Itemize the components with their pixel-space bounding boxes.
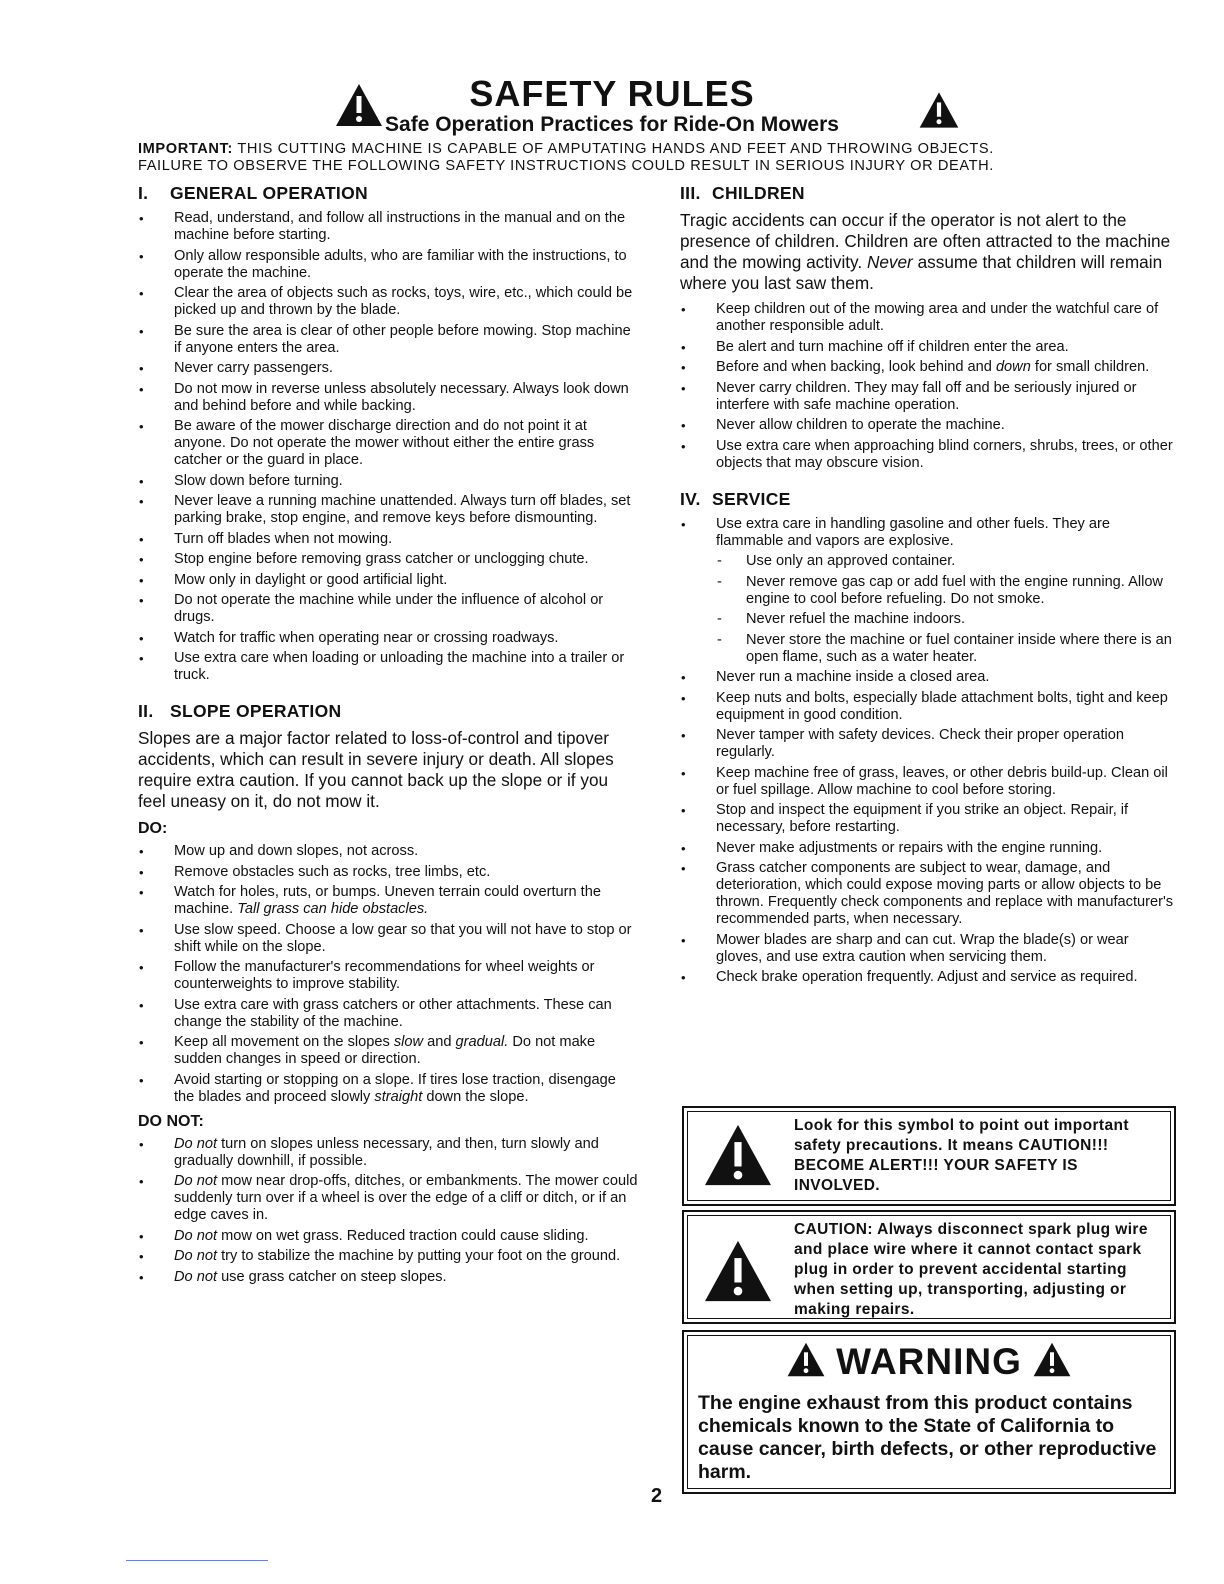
- item-text: Avoid starting or stopping on a slope. If tires lose traction, disengage the blades and proceed slowly: [174, 1071, 616, 1105]
- item-emphasis: Do not: [174, 1135, 217, 1152]
- list-item: • Remove obstacles such as rocks, tree limbs, etc.: [138, 864, 638, 881]
- warning-triangle-icon: [786, 1341, 826, 1388]
- section-slope-heading: [138, 700, 638, 722]
- item-text: down the slope.: [426, 1088, 529, 1105]
- slope-intro: Slopes are a major factor related to loss-of-control and tipover accidents, which can result in severe injury or death. All slopes require extra caution. If you cannot back up the slope or if you feel uneasy on it, do not mow it.: [138, 728, 614, 811]
- list-item: • Mow up and down slopes, not across.: [138, 843, 638, 860]
- section-title: CHILDREN: [712, 183, 805, 203]
- section-number: II.: [138, 701, 154, 721]
- section-general-heading: [138, 182, 638, 204]
- caution-text: CAUTION: Always disconnect spark plug wire and place wire where it cannot contact spark plug in order to prevent accidental starting when setting up, transporting, adjusting or making repairs.: [794, 1221, 1148, 1318]
- sub-list-item: - Use only an approved container.: [716, 553, 1178, 570]
- item-text: use grass catcher on steep slopes.: [221, 1268, 447, 1285]
- caution-box: [682, 1210, 1176, 1324]
- item-text: Use extra care in handling gasoline and other fuels. They are flammable and vapors are explosive.: [716, 515, 1111, 549]
- list-item: • Be aware of the mower discharge direction and do not point it at anyone. Do not operate the mower without either the entire grass catcher or the guard in place.: [138, 418, 638, 469]
- important-label: IMPORTANT:: [138, 141, 233, 157]
- section-number: IV.: [680, 488, 701, 509]
- list-item: • Keep children out of the mowing area and under the watchful care of another responsible adult.: [680, 301, 1178, 335]
- warning-title-row: [684, 1340, 1174, 1388]
- list-item: • Only allow responsible adults, who are familiar with the instructions, to operate the machine.: [138, 248, 638, 282]
- list-item: • Read, understand, and follow all instructions in the manual and on the machine before starting.: [138, 210, 638, 244]
- item-text: try to stabilize the machine by putting your foot on the ground.: [221, 1248, 621, 1264]
- item-emphasis: slow: [393, 1034, 424, 1050]
- page-number: 2: [651, 1485, 663, 1507]
- section-number: I.: [138, 183, 149, 203]
- list-item: • Follow the manufacturer's recommendations for wheel weights or counterweights to improve stability.: [138, 959, 638, 993]
- important-line-2: FAILURE TO OBSERVE THE FOLLOWING SAFETY INSTRUCTIONS COULD RESULT IN SERIOUS INJURY OR DEATH.: [138, 158, 994, 174]
- list-item: [138, 884, 638, 918]
- item-text: Keep all movement on the slopes: [174, 1034, 390, 1050]
- sub-list-item: - Never store the machine or fuel container inside where there is an open flame, such as a water heater.: [716, 632, 1178, 666]
- important-notice: [138, 141, 1180, 175]
- do-label: DO:: [138, 820, 168, 837]
- intro-text: Tragic accidents can occur if the operator is not alert to the presence of children. Children are often attracted to the machine and the mowing activity.: [680, 210, 1171, 272]
- service-list-cont: [680, 669, 1178, 986]
- list-item: • Never run a machine inside a closed area.: [680, 669, 1178, 686]
- item-emphasis: Do not: [174, 1248, 217, 1264]
- service-list: [680, 516, 1178, 550]
- list-item: [138, 1034, 638, 1068]
- item-text: Do not make sudden changes in speed or direction.: [174, 1034, 596, 1067]
- item-emphasis: straight: [374, 1088, 423, 1105]
- item-text: Before and when backing, look behind and: [716, 359, 992, 375]
- list-item: • Use extra care when approaching blind corners, shrubs, trees, or other objects that may obscure vision.: [680, 438, 1178, 472]
- list-item: • Mow only in daylight or good artificial light.: [138, 572, 638, 589]
- left-column: [138, 182, 638, 1289]
- children-list: [680, 301, 1178, 472]
- warning-triangle-icon: [702, 1122, 774, 1193]
- item-text: turn on slopes unless necessary, and then, turn slowly and gradually downhill, if possible.: [174, 1135, 599, 1169]
- list-item: • Never allow children to operate the machine.: [680, 417, 1178, 434]
- list-item: [680, 516, 1178, 550]
- list-item: [138, 1173, 638, 1224]
- list-item: [138, 1072, 638, 1106]
- donot-list: [138, 1136, 638, 1286]
- do-list: [138, 843, 638, 1106]
- list-item: • Do not mow in reverse unless absolutely necessary. Always look down and behind before and while backing.: [138, 381, 638, 415]
- list-item: • Mower blades are sharp and can cut. Wrap the blade(s) or wear gloves, and use extra caution when servicing them.: [680, 932, 1178, 966]
- page-subtitle: Safe Operation Practices for Ride-On Mowers: [385, 113, 839, 136]
- list-item: • Turn off blades when not mowing.: [138, 531, 638, 548]
- sub-list-item: - Never remove gas cap or add fuel with the engine running. Allow engine to cool before refueling. Do not smoke.: [716, 574, 1178, 608]
- footer-rule: [126, 1560, 268, 1561]
- list-item: • Clear the area of objects such as rocks, toys, wire, etc., which could be picked up and thrown by the blade.: [138, 285, 638, 319]
- item-text: mow near drop-offs, ditches, or embankments. The mower could suddenly turn over if a wheel is over the edge of a cliff or ditch, or if an edge caves in.: [174, 1173, 638, 1223]
- right-column: [680, 182, 1178, 990]
- list-item: • Never leave a running machine unattended. Always turn off blades, set parking brake, stop engine, and remove keys before dismounting.: [138, 493, 638, 527]
- important-line-1: THIS CUTTING MACHINE IS CAPABLE OF AMPUTATING HANDS AND FEET AND THROWING OBJECTS.: [237, 141, 994, 157]
- list-item: [138, 1136, 638, 1170]
- item-text: mow on wet grass. Reduced traction could cause sliding.: [221, 1227, 589, 1244]
- section-title: SLOPE OPERATION: [170, 701, 342, 721]
- intro-text: assume that children will remain where you last saw them.: [680, 252, 1163, 293]
- list-item: • Stop engine before removing grass catcher or unclogging chute.: [138, 551, 638, 568]
- list-item: • Keep nuts and bolts, especially blade attachment bolts, tight and keep equipment in good condition.: [680, 690, 1178, 724]
- item-emphasis: Tall grass can hide obstacles.: [237, 901, 429, 917]
- item-text: for small children.: [1034, 359, 1150, 375]
- list-item: [138, 1228, 638, 1245]
- list-item: • Be sure the area is clear of other people before mowing. Stop machine if anyone enters the area.: [138, 323, 638, 357]
- list-item: • Check brake operation frequently. Adjust and service as required.: [680, 969, 1178, 986]
- general-list: [138, 210, 638, 684]
- item-text: Watch for holes, ruts, or bumps. Uneven terrain could overturn the machine.: [174, 884, 601, 917]
- page-title: SAFETY RULES: [469, 73, 755, 114]
- list-item: [680, 359, 1178, 376]
- item-text: and: [427, 1034, 452, 1050]
- symbol-notice-box: [682, 1106, 1176, 1206]
- symbol-notice-text: Look for this symbol to point out important safety precautions. It means CAUTION!!! BECOME ALERT!!! YOUR SAFETY IS INVOLVED.: [794, 1117, 1129, 1194]
- list-item: • Keep machine free of grass, leaves, or other debris build-up. Clean oil or fuel spillage. Allow machine to cool before storing.: [680, 765, 1178, 799]
- sub-list-item: - Never refuel the machine indoors.: [716, 611, 1178, 628]
- section-children-heading: [680, 182, 1178, 204]
- list-item: • Do not operate the machine while under the influence of alcohol or drugs.: [138, 592, 638, 626]
- warning-text: The engine exhaust from this product contains chemicals known to the State of California to cause cancer, birth defects, or other reproductive harm.: [698, 1392, 1157, 1483]
- list-item: • Use slow speed. Choose a low gear so that you will not have to stop or shift while on the slope.: [138, 922, 638, 956]
- warning-title: WARNING: [836, 1341, 1022, 1382]
- list-item: • Grass catcher components are subject to wear, damage, and deterioration, which could expose moving parts or allow objects to be thrown. Frequently check components and replace with manufacturer's recommended parts, when necessary.: [680, 860, 1178, 928]
- intro-emphasis: Never: [866, 252, 913, 272]
- item-emphasis: gradual.: [455, 1034, 509, 1050]
- list-item: • Stop and inspect the equipment if you strike an object. Repair, if necessary, before restarting.: [680, 802, 1178, 836]
- item-emphasis: Do not: [174, 1227, 217, 1244]
- fuel-sublist: [680, 553, 1178, 666]
- list-item: • Never make adjustments or repairs with the engine running.: [680, 840, 1178, 857]
- list-item: • Slow down before turning.: [138, 473, 638, 490]
- donot-label: DO NOT:: [138, 1112, 204, 1130]
- warning-triangle-icon: [1032, 1341, 1072, 1388]
- item-emphasis: Do not: [174, 1268, 217, 1285]
- warning-box: [682, 1330, 1176, 1494]
- list-item: [138, 1248, 638, 1265]
- item-emphasis: down: [995, 359, 1031, 375]
- section-number: III.: [680, 183, 701, 203]
- list-item: • Watch for traffic when operating near or crossing roadways.: [138, 630, 638, 647]
- list-item: • Use extra care with grass catchers or other attachments. These can change the stability of the machine.: [138, 997, 638, 1031]
- children-intro: [680, 210, 1178, 294]
- list-item: [138, 1269, 638, 1286]
- item-emphasis: Do not: [174, 1173, 217, 1189]
- list-item: • Never carry children. They may fall off and be seriously injured or interfere with safe machine operation.: [680, 380, 1178, 414]
- list-item: • Never tamper with safety devices. Check their proper operation regularly.: [680, 727, 1178, 761]
- section-service-heading: [680, 488, 1178, 510]
- list-item: • Be alert and turn machine off if children enter the area.: [680, 339, 1178, 356]
- list-item: • Never carry passengers.: [138, 360, 638, 377]
- section-title: GENERAL OPERATION: [170, 183, 368, 203]
- title-row: [0, 74, 1224, 114]
- warning-triangle-icon: [702, 1238, 774, 1309]
- list-item: • Use extra care when loading or unloading the machine into a trailer or truck.: [138, 650, 638, 684]
- section-title: SERVICE: [712, 488, 791, 509]
